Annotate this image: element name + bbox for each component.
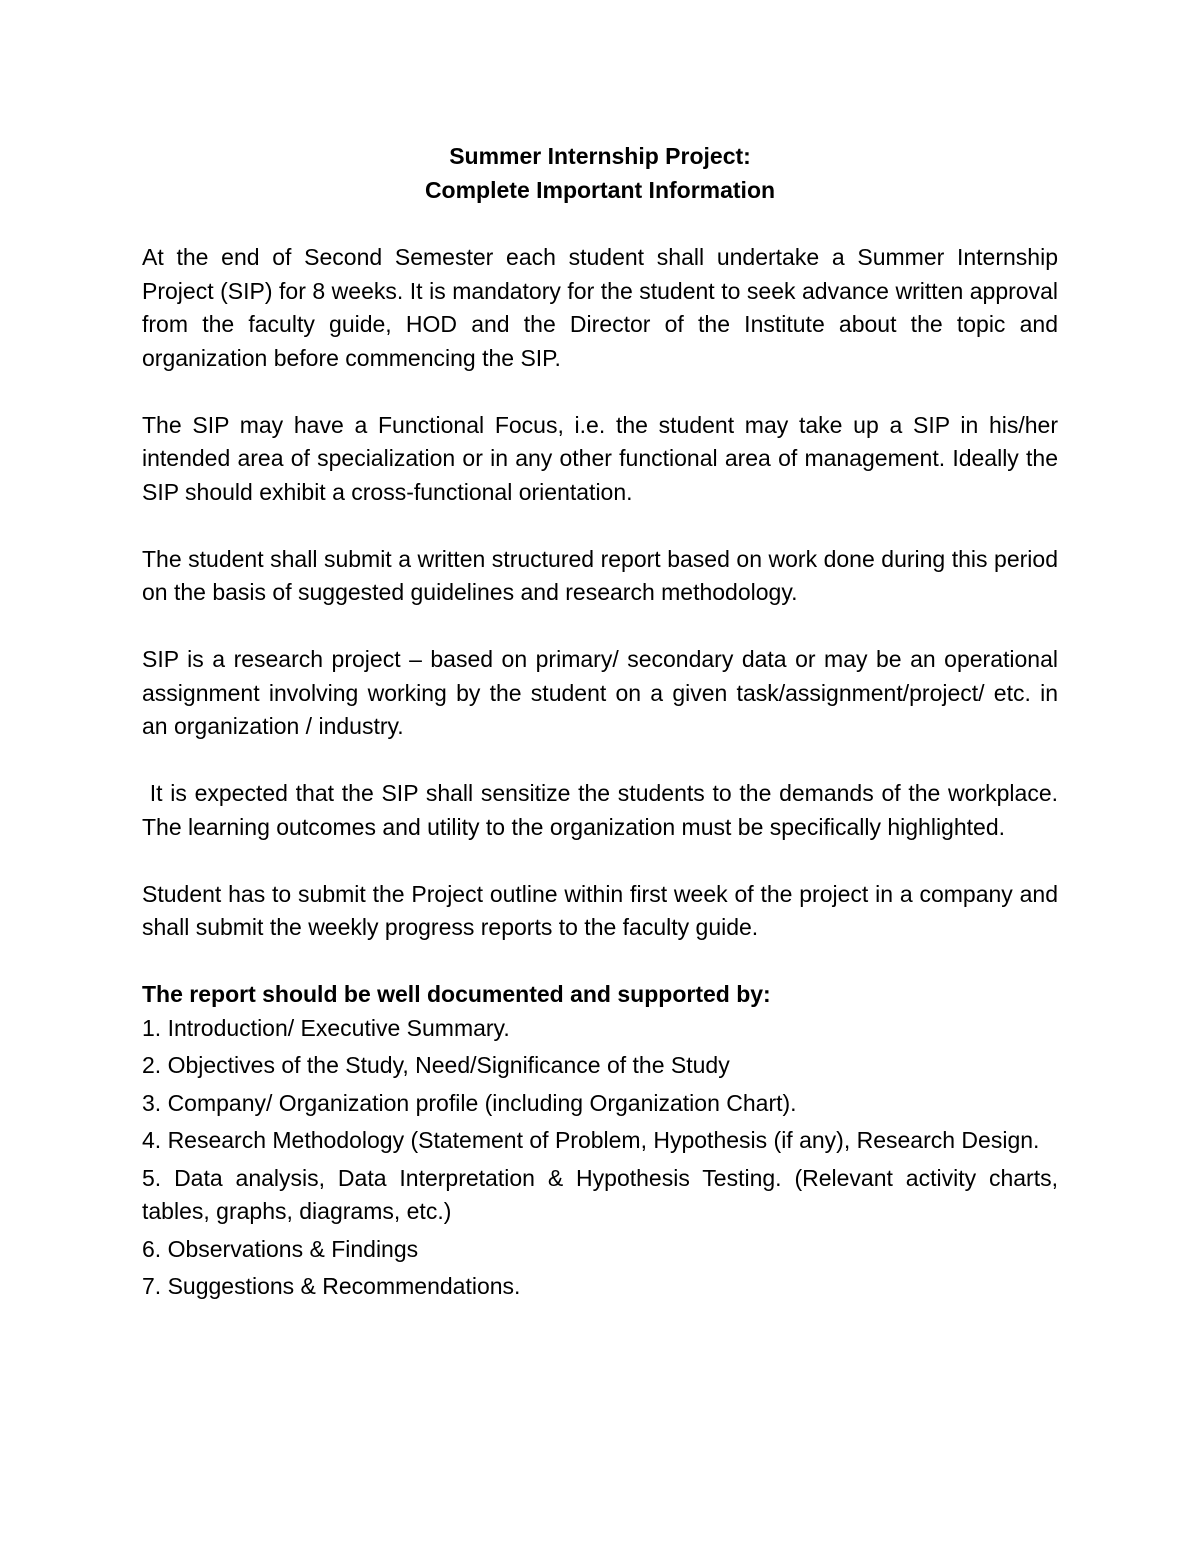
paragraph-written-report: The student shall submit a written structured report based on work done during this period on the basis of suggested guidelines and research methodology. (142, 545, 1058, 605)
title-line-2: Complete Important Information (424, 176, 776, 203)
list-item: 3. Company/ Organization profile (including Organization Chart). (142, 1089, 797, 1116)
list-item: 7. Suggestions & Recommendations. (142, 1273, 521, 1299)
list-item: 6. Observations & Findings (142, 1235, 419, 1262)
list-item: 4. Research Methodology (Statement of Problem, Hypothesis (if any), Research Design. (142, 1127, 1040, 1153)
list-item: 1. Introduction/ Executive Summary. (142, 1014, 510, 1041)
document-title (142, 140, 1058, 207)
paragraph-functional-focus: The SIP may have a Functional Focus, i.e. the student may take up a SIP in his/her intended area of specialization or in any other functional area of management. Ideally the SIP should exhibit a cross-functional orientation. (142, 411, 1058, 505)
title-line-1: Summer Internship Project: (449, 143, 751, 169)
report-requirements-heading: The report should be well documented and supported by: (142, 981, 771, 1007)
list-item: 2. Objectives of the Study, Need/Significance of the Study (142, 1052, 730, 1078)
paragraph-expectations: It is expected that the SIP shall sensitize the students to the demands of the workplace. The learning outcomes and utility to the organization must be specifically highlighted. (142, 780, 1064, 840)
document-body (142, 140, 1064, 1308)
paragraph-research-project: SIP is a research project – based on primary/ secondary data or may be an operational assignment involving working by the student on a given task/assignment/project/ etc. in an organization / industry. (142, 646, 1058, 739)
report-requirements-list (142, 1012, 1058, 1304)
paragraph-project-outline: Student has to submit the Project outline within first week of the project in a company and shall submit the weekly progress reports to the faculty guide. (142, 880, 1058, 940)
paragraph-sip-schedule: At the end of Second Semester each student shall undertake a Summer Internship Project (SIP) for 8 weeks. It is mandatory for the student to seek advance written approval from the faculty guide, HOD and the Director of the Institute about the topic and organization before commencing the SIP. (142, 244, 1058, 371)
list-item: 5. Data analysis, Data Interpretation & Hypothesis Testing. (Relevant activity charts, tables, graphs, diagrams, etc.) (142, 1164, 1058, 1224)
